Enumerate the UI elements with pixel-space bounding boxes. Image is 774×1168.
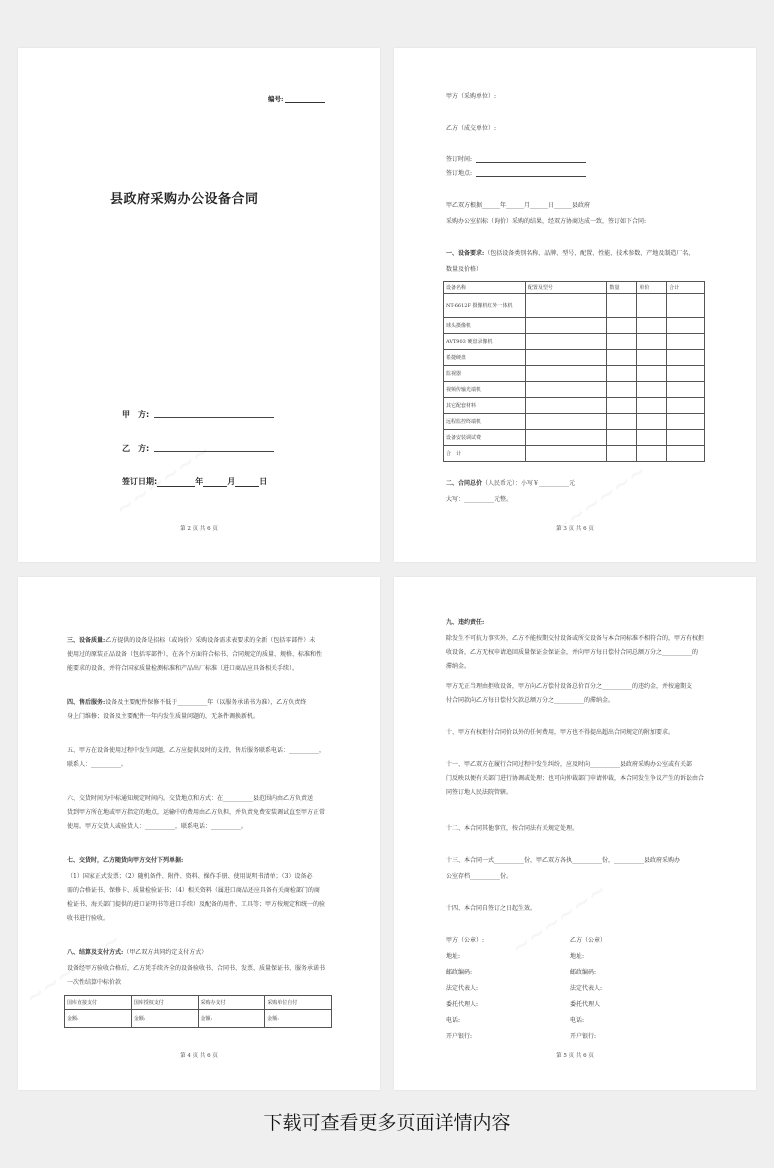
sign-left: 邮政编码:: [446, 969, 473, 976]
s6-line: 货到甲方所在地或甲方指定的地点，运输中的费用由乙方负担，并负责免费安装调试直至甲方正常: [67, 809, 326, 816]
table-row: [65, 1010, 332, 1028]
sign-left: 地址:: [446, 953, 461, 960]
s9-line: 滞纳金。: [446, 663, 471, 670]
clause-3: [67, 637, 315, 645]
sign-right: 乙方（公章）: [570, 937, 607, 944]
sec1-desc-2: 数量及价格）: [446, 266, 483, 273]
party-a-label: 甲 方:: [122, 410, 150, 419]
contract-total: [446, 480, 575, 488]
item-name: 视频传输光端机: [444, 382, 526, 398]
equipment-table: [443, 281, 705, 462]
s9-line: 甲方无正当理由拒收设备，甲方向乙方偿付设备总价百分之__________的违约金，并按逾期支: [446, 683, 693, 690]
s3-title: 三、设备质量:: [67, 637, 106, 644]
item-name: 设备安装调试费: [444, 430, 526, 446]
month-blank: [203, 479, 227, 487]
table-row: [444, 350, 705, 366]
s3-line: 乙方提供的设备是招标（或询价）采购设备需求表要求的全新（包括零部件）未: [105, 637, 316, 644]
party-a-line: [154, 417, 274, 418]
item-name: 合 计: [444, 446, 526, 462]
item-name: NT-6612F 摄像机红外一体机: [444, 294, 526, 318]
equipment-table-header: [444, 282, 705, 294]
document-page-5: [394, 577, 756, 1090]
col-header: 合计: [667, 282, 705, 294]
contract-title: 县政府采购办公设备合同: [110, 192, 259, 207]
day-label: 日: [259, 477, 268, 486]
serial-label: 编号:: [268, 95, 284, 103]
document-page-3: [394, 48, 756, 562]
download-more-caption[interactable]: 下载可查看更多页面详情内容: [263, 1112, 511, 1134]
s9-line: 收设备，乙方无权申请追回质量保证金保证金，并向甲方每日偿付合同总额万分之__________的: [446, 649, 699, 656]
sign-left: 开户银行:: [446, 1033, 473, 1040]
s3-line: 能要求的设备，并符合国家质量检测标准和产品出厂标准（进口商品应具备相关手续）。: [67, 665, 299, 672]
s8-line: 设备经甲方验收合格后，乙方凭手续齐全的设备验收书、合同书、发票、质量保证书、服务承诺书: [67, 965, 326, 972]
sign-place-line: [476, 176, 586, 177]
sign-place-label: 签订地点:: [446, 170, 473, 177]
s13-line: 公室存档__________份。: [446, 873, 513, 880]
item-name: 其它配套材料: [444, 398, 526, 414]
item-name: 希捷硬盘: [444, 350, 526, 366]
col-header: 设备名称: [444, 282, 526, 294]
payment-table-header: [65, 996, 332, 1010]
s9-line: 付合同款向乙方每日偿付欠款总额万分之__________的滞纳金。: [446, 697, 615, 704]
s7-title: 七、交货时，乙方随货向甲方交付下列单据:: [67, 857, 184, 864]
party-b-line: [154, 451, 274, 452]
payment-table: [64, 995, 332, 1028]
col-header: 单价: [637, 282, 667, 294]
sign-right: 电话:: [570, 1017, 585, 1024]
party-b-label: 乙 方:: [122, 444, 150, 453]
s8-title: 八、结算及支付方式:: [67, 949, 124, 956]
s8-line: （甲乙双方共同约定支付方式）: [123, 949, 208, 956]
day-blank: [235, 479, 259, 487]
col-header: 采购办支付: [198, 996, 265, 1010]
sign-date-label: 签订日期:: [122, 477, 158, 486]
s11-line: 门反映以便有关部门进行协调或处理；也可向仲裁部门申请仲裁，本合同发生争议产生的诉讼由合: [446, 775, 705, 782]
document-page-2: [18, 48, 380, 562]
s7-line: 需的合格证书、保修卡、质量检验证书；（4）相关资料（属进口商品还应具备有关商检部门的商: [67, 887, 320, 894]
item-name: AVT903 硬盘录像机: [444, 334, 526, 350]
sign-right: 开户银行:: [570, 1033, 597, 1040]
total-uppercase: 大写：__________元整。: [446, 496, 513, 503]
s6-line: 使用。甲方交货人或验货人：__________，联系电话：__________。: [67, 823, 248, 830]
table-row: [444, 430, 705, 446]
table-row: [444, 398, 705, 414]
intro-line-2: 采购办公室招标（询价）采购的结果，经双方协商达成一致，签订如下合同:: [446, 218, 647, 225]
clause-8: [67, 949, 207, 957]
buyer-label: 甲方（采购单位）:: [446, 93, 497, 100]
item-name: 监视器: [444, 366, 526, 382]
sign-right: 地址:: [570, 953, 585, 960]
col-header: 采购单位自付: [265, 996, 332, 1010]
watermark: [507, 878, 612, 962]
intro-line-1: 甲乙双方根据______年______月______日______县政府: [446, 202, 591, 209]
document-page-4: [18, 577, 380, 1090]
s7-line: 收书进行验收。: [67, 915, 110, 922]
amount-cell: 金额:: [65, 1010, 132, 1028]
s6-line: 六、交货时间为中标通知规定时间内。交货地点和方式：在__________县范围内由乙方负责送: [67, 795, 314, 802]
amount-cell: 金额:: [131, 1010, 198, 1028]
table-row: [444, 294, 705, 318]
table-row: [444, 334, 705, 350]
s4-line: 设备及主要配件保修不低于__________年（以服务承诺书为准），乙方负责终: [105, 699, 307, 706]
s4-title: 四、售后服务:: [67, 699, 106, 706]
table-row: [444, 414, 705, 430]
page-number: 第 4 页 共 6 页: [180, 1053, 218, 1059]
s12-line: 十二、本合同其他事宜，按合同法有关规定处理。: [446, 825, 579, 832]
year-blank: [157, 479, 195, 487]
table-row: [444, 382, 705, 398]
table-row: [444, 366, 705, 382]
s7-line: （1）国家正式发票；（2）随机备件、附件、资料、操作手册、使用说明书清单；（3）设备必: [67, 873, 313, 880]
month-label: 月: [227, 477, 236, 486]
s10-line: 十、甲方有权拒付合同价以外的任何费用，甲方也不得提出超出合同规定的附加要求。: [446, 729, 675, 736]
sign-left: 法定代表人:: [446, 985, 479, 992]
serial-line: [285, 97, 325, 103]
sign-time-line: [476, 162, 586, 163]
col-header: 国库授权支付: [131, 996, 198, 1010]
table-row: [444, 446, 705, 462]
sign-left: 委托代理人:: [446, 1001, 479, 1008]
seller-label: 乙方（成交单位）:: [446, 125, 497, 132]
s14-line: 十四、本合同自签订之日起生效。: [446, 905, 537, 912]
col-header: 国库直接支付: [65, 996, 132, 1010]
year-label: 年: [195, 477, 204, 486]
s9-line: 除发生不可抗力事实外，乙方不能按期交付设备或所交设备与本合同标准不相符合的，甲方有权拒: [446, 635, 705, 642]
sec2-title: 二、合同总价: [446, 480, 483, 487]
sign-left: 甲方（公章）:: [446, 937, 485, 944]
col-header: 配置及型号: [525, 282, 607, 294]
serial-number-field: [268, 94, 325, 103]
page-number: 第 5 页 共 6 页: [556, 1053, 594, 1059]
s11-line: 同签订地人民法院管辖。: [446, 789, 513, 796]
item-name: 远程监控终端机: [444, 414, 526, 430]
sign-right: 法定代表人:: [570, 985, 603, 992]
s4-line: 身上门维修；设备及主要配件一年内发生质量问题的，无条件调换新机。: [67, 713, 260, 720]
amount-cell: 金额:: [198, 1010, 265, 1028]
s7-line: 检证书、海关部门提供的进口证明书等进口手续）及配备的用件、工具等；甲方按规定和统一的验: [67, 901, 326, 908]
s11-line: 十一、甲乙双方在履行合同过程中发生纠纷，应及时向__________县政府采购办公室或有关部: [446, 761, 693, 768]
s3-line: 使用过的原装正品设备（包括零部件），在各个方面符合标书、合同规定的质量、规格、标准和性: [67, 651, 323, 658]
sign-right: 委托代理人: [570, 1001, 601, 1008]
sign-left: 电话:: [446, 1017, 461, 1024]
item-name: 球头摄像机: [444, 318, 526, 334]
sign-time-label: 签订时间:: [446, 156, 473, 163]
sign-date-row: [122, 476, 267, 487]
s5-line: 五、甲方在设备使用过程中发生问题，乙方应提供及时的支持，售后服务联系电话：__________，: [67, 747, 326, 754]
sign-right: 邮政编码:: [570, 969, 597, 976]
s9-title: 九、违约责任:: [446, 619, 485, 626]
s8-line: 一次性结算中标价款: [67, 979, 122, 986]
page-number: 第 2 页 共 6 页: [180, 526, 218, 532]
sec1-desc: （包括设备类别名称、品牌、型号、配置、性能、技术参数、产地及制造厂名、: [484, 250, 695, 257]
s13-line: 十三、本合同一式__________份，甲乙双方各执__________份，__________县政府采购办: [446, 857, 681, 864]
col-header: 数量: [607, 282, 637, 294]
total-lowercase: （人民币元）：小写￥__________元: [482, 480, 576, 487]
sec1-title: 一、设备要求:: [446, 250, 485, 257]
page-number: 第 3 页 共 6 页: [556, 526, 594, 532]
amount-cell: 金额:: [265, 1010, 332, 1028]
equipment-requirements: [446, 250, 694, 258]
clause-4: [67, 699, 306, 707]
s5-line: 联系人：__________。: [67, 761, 128, 768]
table-row: [444, 318, 705, 334]
